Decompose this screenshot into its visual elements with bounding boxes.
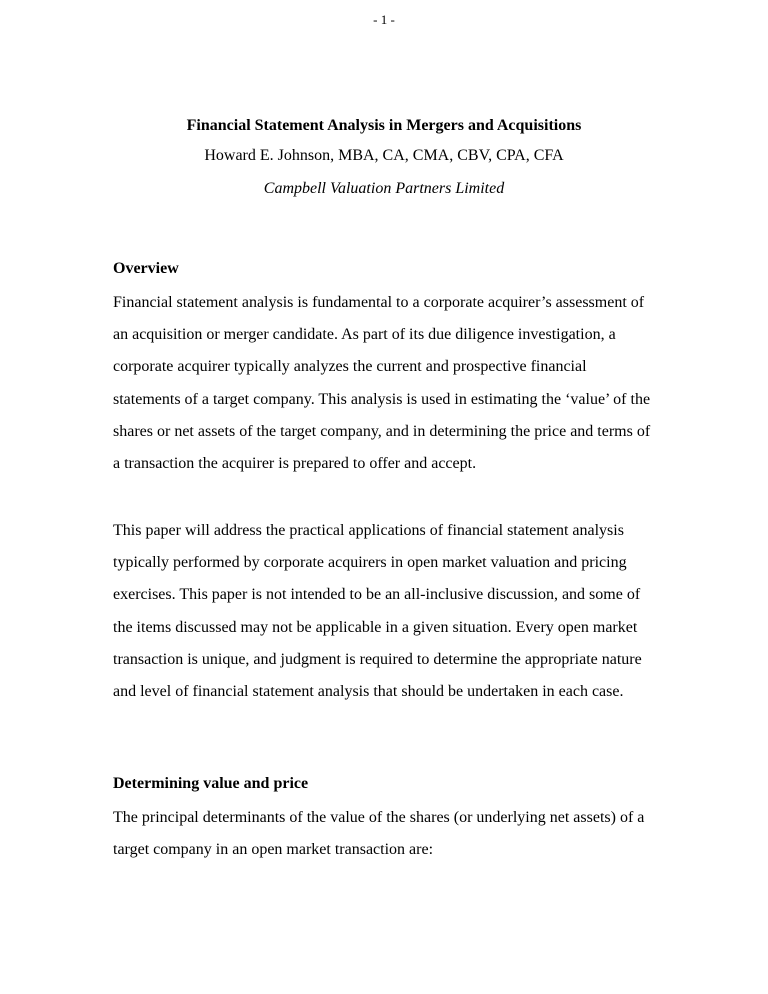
page-number: - 1 - xyxy=(373,12,395,27)
document-title: Financial Statement Analysis in Mergers and Acquisitions xyxy=(186,117,582,134)
paragraph-value-price-1: The principal determinants of the value of the shares (or underlying net assets) of a target company in an open market transaction are: xyxy=(113,809,645,859)
affiliation-line: Campbell Valuation Partners Limited xyxy=(263,180,505,197)
paragraph-overview-2: This paper will address the practical applications of financial statement analysis typically performed by corporate acquirers in open market valuation and pricing exercises. This paper is not intended to be an all-inclusive discussion, and some of the items discussed may not be applicable in a given situation. Every open market transaction is unique, and judgment is required to determine the appropriate nature and level of financial statement analysis that should be undertaken in each case. xyxy=(113,522,642,701)
section-heading-overview: Overview xyxy=(113,260,179,277)
section-heading-value-price: Determining value and price xyxy=(113,775,309,792)
author-line: Howard E. Johnson, MBA, CA, CMA, CBV, CPA, CFA xyxy=(204,147,564,164)
paragraph-overview-1: Financial statement analysis is fundamental to a corporate acquirer’s assessment of an acquisition or merger candidate. As part of its due diligence investigation, a corporate acquirer typically analyzes the current and prospective financial statements of a target company. This analysis is used in estimating the ‘value’ of the shares or net assets of the target company, and in determining the price and terms of a transaction the acquirer is prepared to offer and accept. xyxy=(113,294,651,473)
